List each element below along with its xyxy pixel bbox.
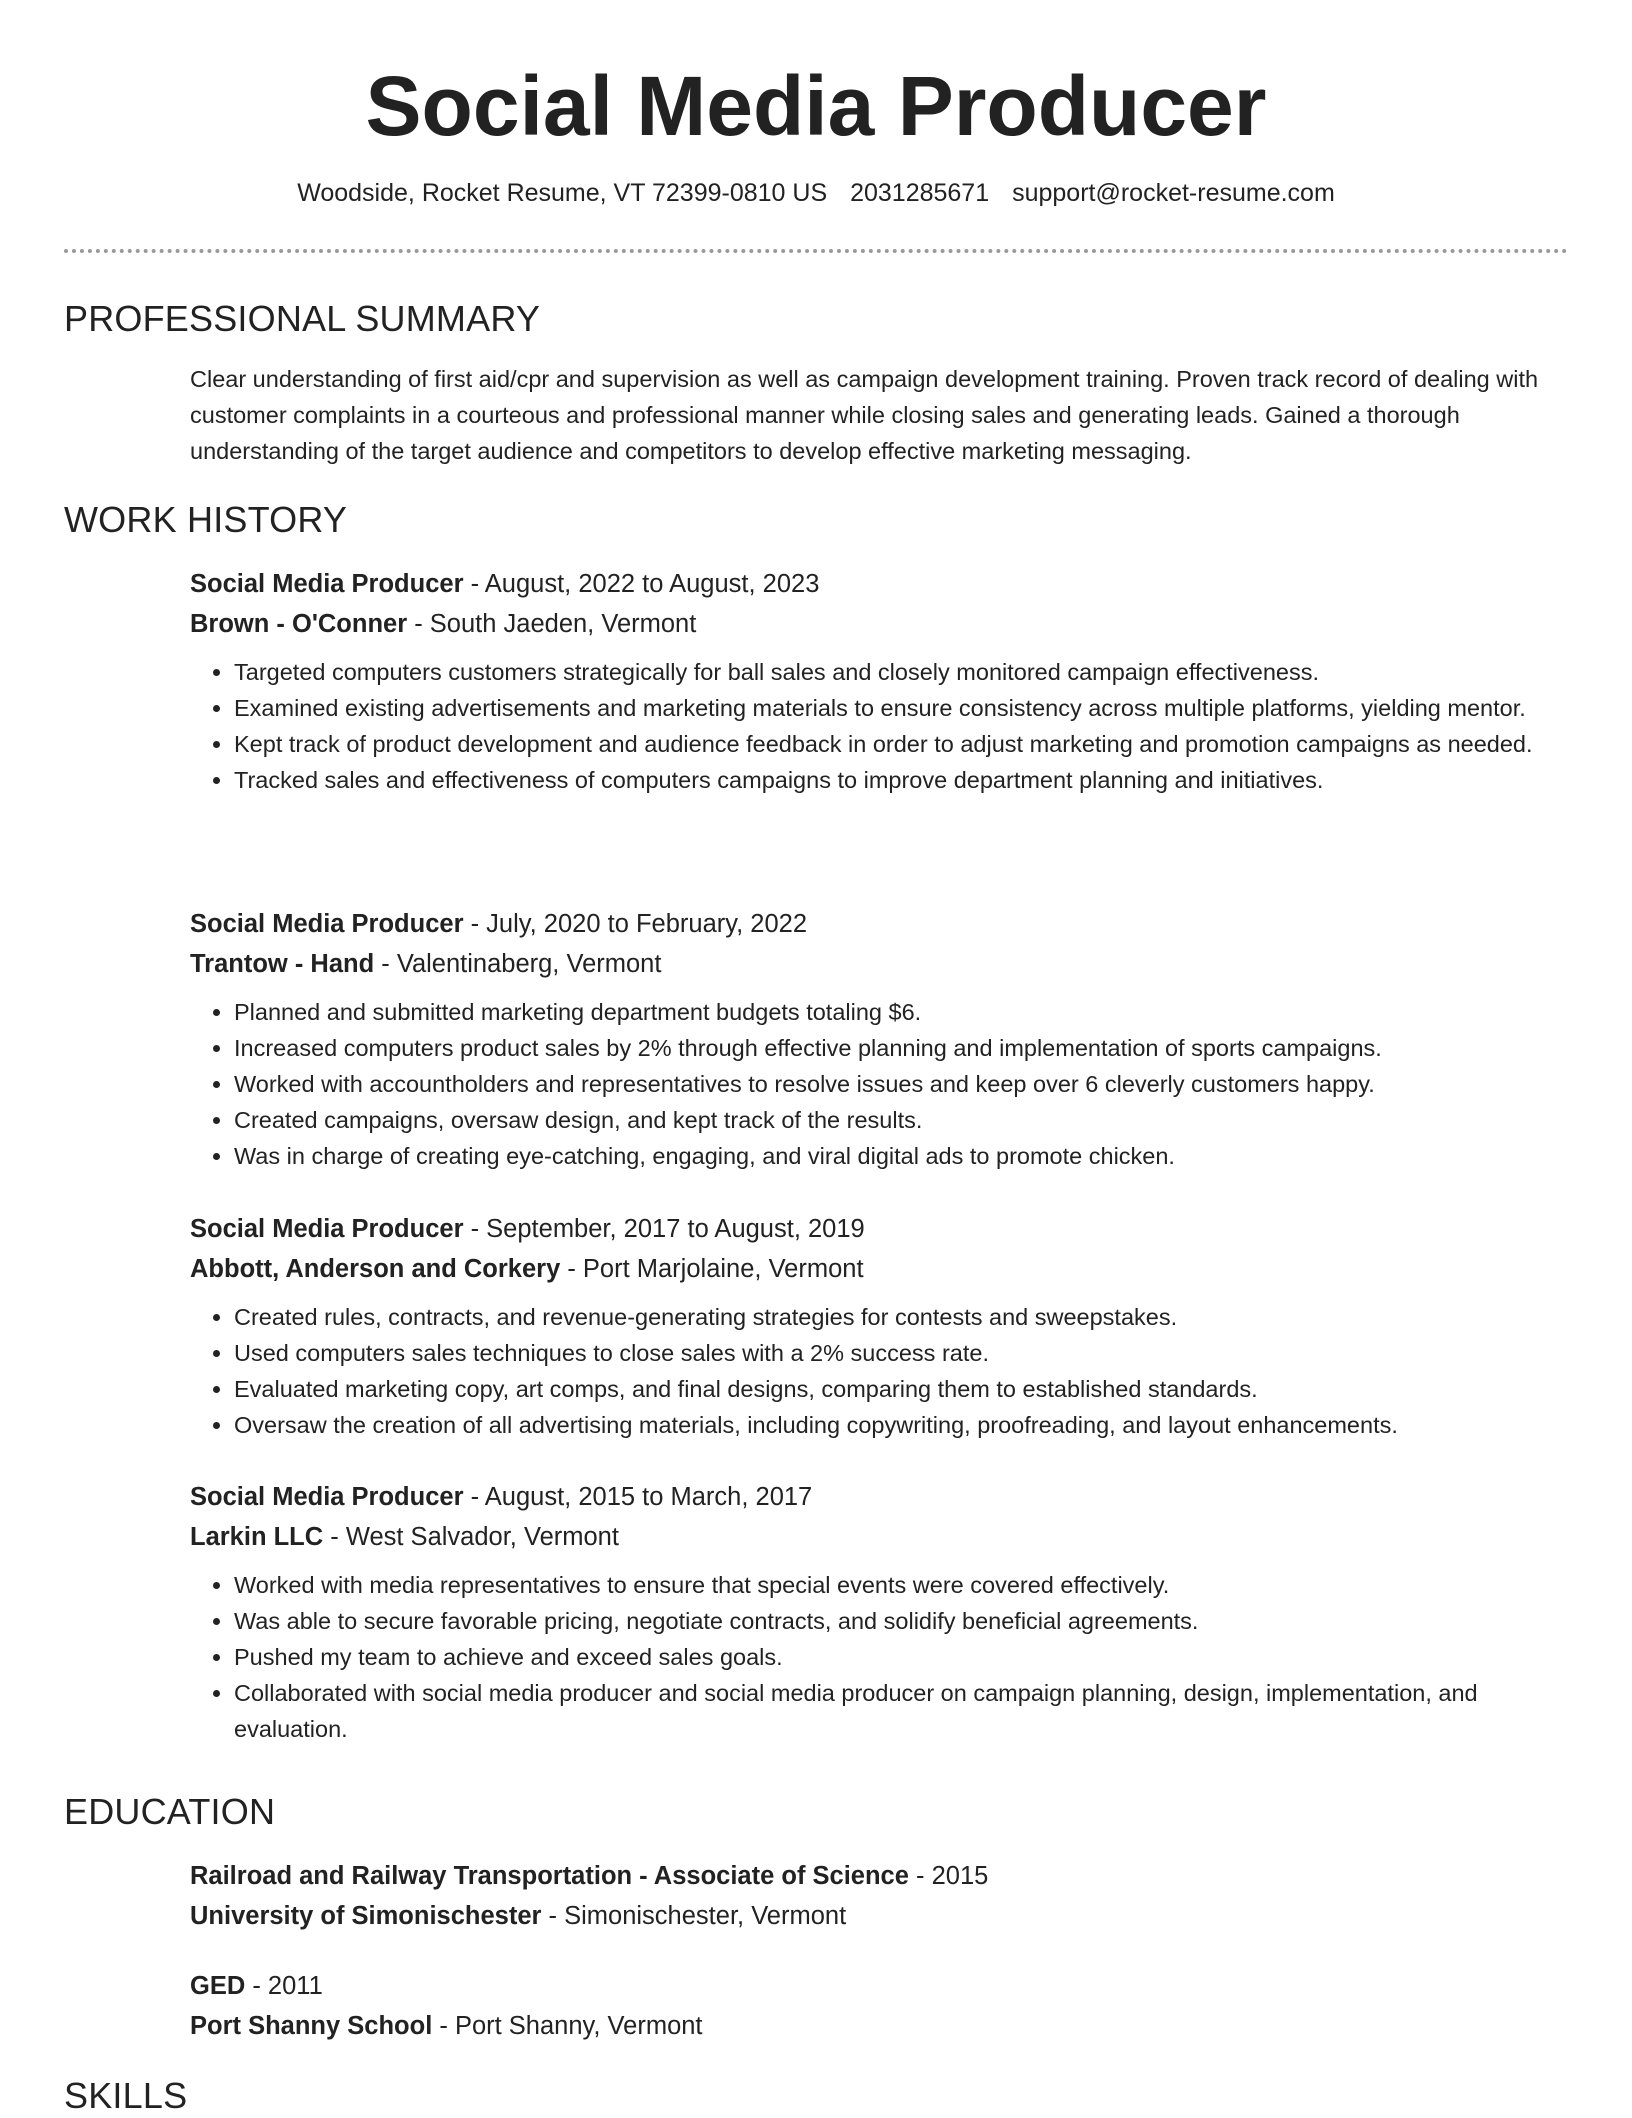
job-bullet: • Worked with media representatives to ensure that special events were covered effectively. — [234, 1567, 1568, 1603]
education-degree: Railroad and Railway Transportation - Associate of Science — [190, 1862, 909, 1890]
job-company: Brown - O'Conner — [190, 610, 408, 638]
job-title-line — [190, 904, 1568, 944]
job-bullet: • Was in charge of creating eye-catching, engaging, and viral digital ads to promote chicken. — [234, 1138, 1568, 1174]
resume-page — [64, 0, 1568, 2116]
job-location: - South Jaeden, Vermont — [407, 610, 697, 638]
job-bullet: • Created rules, contracts, and revenue-generating strategies for contests and sweepstakes. — [234, 1299, 1568, 1335]
section-title-skills: SKILLS — [64, 2075, 188, 2116]
job-dates: - July, 2020 to February, 2022 — [463, 910, 808, 938]
job-bullet: • Targeted computers customers strategically for ball sales and closely monitored campaign effectiveness. — [234, 654, 1568, 690]
section-title-summary: PROFESSIONAL SUMMARY — [64, 298, 541, 339]
job-bullet: • Oversaw the creation of all advertising materials, including copywriting, proofreading, and layout enhancements. — [234, 1407, 1568, 1443]
job-title-line — [190, 1477, 1568, 1517]
contact-line — [64, 176, 1568, 210]
job-bullets — [190, 1567, 1568, 1747]
education-entry — [190, 1856, 1568, 1936]
job-bullet: • Worked with accountholders and representatives to resolve issues and keep over 6 cleverly customers happy. — [234, 1066, 1568, 1102]
job-bullets — [190, 994, 1568, 1174]
education-year: - 2011 — [245, 1972, 323, 2000]
header-divider — [64, 249, 1568, 253]
contact-address: Woodside, Rocket Resume, VT 72399-0810 US — [297, 179, 828, 207]
job-dates: - September, 2017 to August, 2019 — [463, 1215, 865, 1243]
job-bullet: • Evaluated marketing copy, art comps, and final designs, comparing them to established standards. — [234, 1371, 1568, 1407]
job-company: Larkin LLC — [190, 1523, 324, 1551]
job-entry — [190, 1209, 1568, 1443]
job-dates: - August, 2022 to August, 2023 — [463, 570, 820, 598]
job-title-line — [190, 1209, 1568, 1249]
job-bullet: • Planned and submitted marketing department budgets totaling $6. — [234, 994, 1568, 1030]
job-location: - Valentinaberg, Vermont — [374, 950, 662, 978]
job-bullets — [190, 654, 1568, 798]
job-title-line — [190, 564, 1568, 604]
job-title: Social Media Producer — [190, 910, 464, 938]
education-degree-line — [190, 1966, 1568, 2006]
education-school-line — [190, 2006, 1568, 2046]
job-bullet: • Pushed my team to achieve and exceed sales goals. — [234, 1639, 1568, 1675]
job-company-line — [190, 944, 1568, 984]
education-location: - Simonischester, Vermont — [541, 1902, 847, 1930]
job-entry — [190, 1477, 1568, 1747]
education-school: Port Shanny School — [190, 2012, 433, 2040]
job-bullet: • Examined existing advertisements and marketing materials to ensure consistency across multiple platforms, yielding mentor. — [234, 690, 1568, 726]
job-bullet: • Increased computers product sales by 2% through effective planning and implementation of sports campaigns. — [234, 1030, 1568, 1066]
job-title: Social Media Producer — [190, 1215, 464, 1243]
education-school: University of Simonischester — [190, 1902, 542, 1930]
education-school-line — [190, 1896, 1568, 1936]
job-bullet: • Was able to secure favorable pricing, negotiate contracts, and solidify beneficial agreements. — [234, 1603, 1568, 1639]
job-title: Social Media Producer — [190, 1483, 464, 1511]
job-bullet: • Used computers sales techniques to close sales with a 2% success rate. — [234, 1335, 1568, 1371]
resume-name: Social Media Producer — [365, 59, 1267, 153]
job-location: - West Salvador, Vermont — [323, 1523, 619, 1551]
job-bullets — [190, 1299, 1568, 1443]
job-company-line — [190, 1517, 1568, 1557]
job-bullet: • Created campaigns, oversaw design, and kept track of the results. — [234, 1102, 1568, 1138]
job-company: Abbott, Anderson and Corkery — [190, 1255, 561, 1283]
education-year: - 2015 — [908, 1862, 989, 1890]
education-degree: GED — [190, 1972, 246, 2000]
job-entry — [190, 564, 1568, 798]
job-company: Trantow - Hand — [190, 950, 375, 978]
job-bullet: • Tracked sales and effectiveness of computers campaigns to improve department planning and initiatives. — [234, 762, 1568, 798]
job-company-line — [190, 604, 1568, 644]
summary-text: Clear understanding of first aid/cpr and supervision as well as campaign development training. Proven track record of dealing with customer complaints in a courteous and professional manner while closing sales and generating leads. Gained a thorough understanding of the target audience and competitors to develop effective marketing messaging. — [190, 366, 1539, 464]
contact-phone: 2031285671 — [850, 179, 990, 207]
job-dates: - August, 2015 to March, 2017 — [463, 1483, 813, 1511]
education-degree-line — [190, 1856, 1568, 1896]
education-location: - Port Shanny, Vermont — [432, 2012, 703, 2040]
job-title: Social Media Producer — [190, 570, 464, 598]
job-company-line — [190, 1249, 1568, 1289]
section-title-work-history: WORK HISTORY — [64, 499, 348, 540]
contact-email: support@rocket-resume.com — [1012, 179, 1335, 207]
education-entry — [190, 1966, 1568, 2046]
section-title-education: EDUCATION — [64, 1791, 276, 1832]
job-location: - Port Marjolaine, Vermont — [560, 1255, 864, 1283]
job-entry — [190, 904, 1568, 1174]
job-bullet: • Kept track of product development and audience feedback in order to adjust marketing and promotion campaigns as needed. — [234, 726, 1568, 762]
job-bullet: • Collaborated with social media producer and social media producer on campaign planning, design, implementation, and evaluation. — [234, 1675, 1568, 1747]
